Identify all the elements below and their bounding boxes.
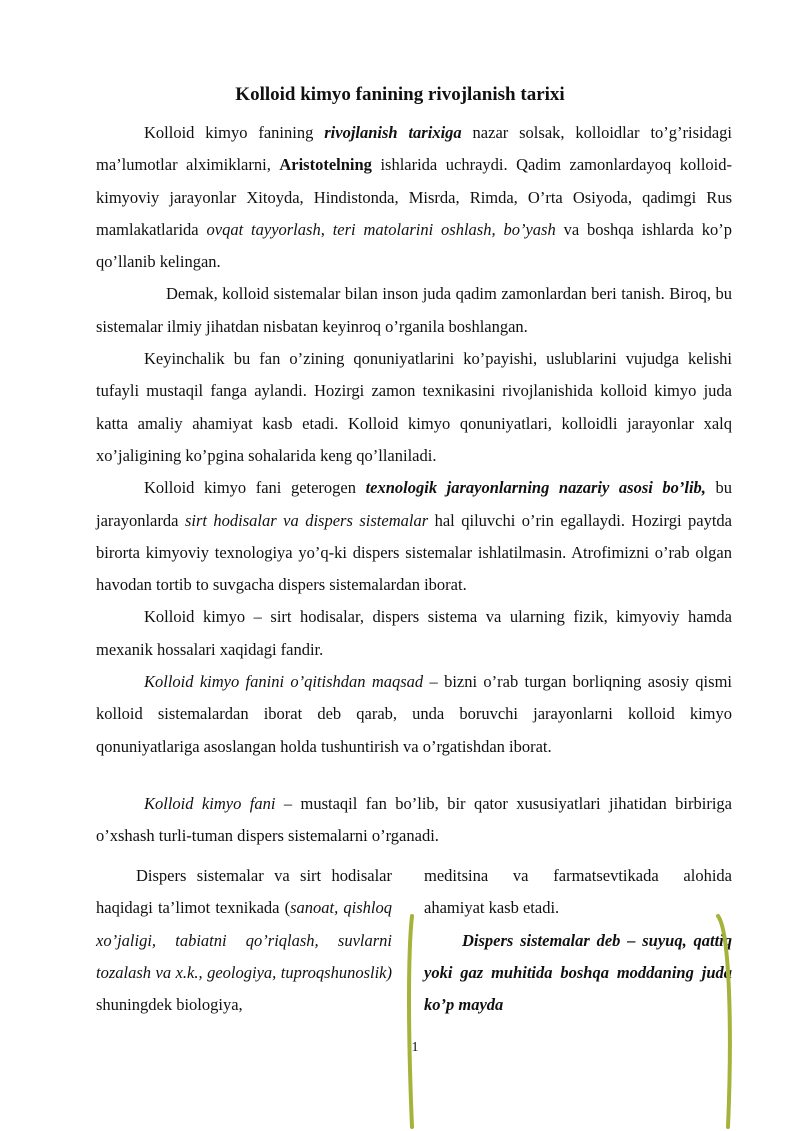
text-run: – bizni o’rab turgan borliqning asosiy qismi kolloid sistemalardan iborat deb qarab, unda boruvchi jarayonlarni kolloid kimyo qonuniyatlariga asoslangan holda tushuntirish va o’rgatishdan iborat. <box>96 672 732 756</box>
paragraph-technology <box>96 472 732 601</box>
green-bracket-shape <box>404 912 734 1131</box>
paragraph-development: Keyinchalik bu fan o’zining qonuniyatlarini ko’payishi, uslublarini vujudga kelishi tufayli mustaqil fanga aylandi. Hozirgi zamon texnikasini rivojlanishida kolloid kimyo juda katta amaliy ahamiyat kasb etadi. Kolloid kimyo qonuniyatlari, kolloidli jarayonlar xalq xo’jaligining ko’pgina sohalarida keng qo’llaniladi. <box>96 349 732 465</box>
italic-text: sirt hodisalar va dispers sistemalar <box>184 510 429 530</box>
text-run: Dispers sistemalar va sirt hodisalar haqidagi ta’limot texnikada ( <box>96 866 392 918</box>
italic-text: teri matolarini oshlash, bo’yash <box>332 219 556 239</box>
text-run: bu jarayonlarda <box>96 478 733 530</box>
text-run: Kolloid kimyo fani geterogen <box>144 478 366 498</box>
italic-text: ovqat tayyorlash <box>206 219 321 239</box>
emphasis-text: rivojlanish tarixiga <box>324 123 462 142</box>
left-column <box>96 860 392 1021</box>
italic-text: Kolloid kimyo fani <box>144 793 276 813</box>
paragraph-medicine: meditsina va farmatsevtikada alohida ahamiyat kasb etadi. <box>424 866 732 918</box>
paragraph-history <box>96 117 732 278</box>
text-run: shuningdek biologiya, <box>96 995 243 1015</box>
paragraph-ancient: Demak, kolloid sistemalar bilan inson juda qadim zamonlardan beri tanish. Biroq, bu sistemalar ilmiy jihatdan nisbatan keyinroq o’rganila boshlangan. <box>96 284 732 336</box>
text-run: , <box>320 219 333 239</box>
emphasis-text: texnologik jarayonlarning nazariy asosi bo’lib, <box>365 478 706 498</box>
text-run: ishlarida uchraydi. Qadim zamonlardayoq kolloid-kimyoviy jarayonlar Xitoyda, Hindistonda, Misrda, Rimda, O’rta Osiyoda, qadimgi Rus mamlakatlarida <box>96 155 732 239</box>
text-run: va boshqa ishlarda ko’p qo’llanib kelingan. <box>96 219 732 272</box>
main-text <box>96 117 732 853</box>
italic-text: sanoat, qishloq xo’jaligi, tabiatni qo’riqlash, suvlarni tozalash va x.k., geologiya, tuproqshunoslik) <box>96 898 392 982</box>
italic-text: Kolloid kimyo fanini o’qitishdan maqsad <box>144 672 424 692</box>
paragraph-definition: Kolloid kimyo – sirt hodisalar, dispers sistema va ularning fizik, kimyoviy hamda mexanik hossalari xaqidagi fandir. <box>96 607 732 659</box>
bracket-right-stroke <box>718 916 730 1127</box>
paragraph-goal <box>96 666 732 763</box>
paragraph-applications <box>96 860 392 1021</box>
bracket-left-stroke <box>409 916 412 1127</box>
emphasis-text: Dispers sistemalar deb – suyuq, qattiq yoki gaz muhitida boshqa moddaning juda ko’p mayda <box>424 930 732 1015</box>
text-run: nazar solsak, kolloidlar to’g’risidagi ma’lumotlar alximiklarni, <box>96 123 733 175</box>
paragraph-subject <box>96 788 732 853</box>
page-number: 1 <box>411 1040 419 1055</box>
text-run: hal qiluvchi o’rin egallaydi. Hozirgi paytda birorta kimyoviy texnologiya yo’q-ki dispers sistemalar ishlatilmasin. Atrofimizni o’rab olgan havodan tortib to suvgacha dispers sistemalardan iborat. <box>96 510 732 595</box>
text-run: – mustaqil fan bo’lib, bir qator xususiyatlari jihatidan birbiriga o’xshash turli-tuman dispers sistemalarni o’rganadi. <box>96 793 732 846</box>
page-title: Kolloid kimyo fanining rivojlanish tarixi <box>235 84 565 105</box>
text-run: Kolloid kimyo fanining <box>144 123 325 142</box>
bold-text: Aristotelning <box>279 155 372 175</box>
